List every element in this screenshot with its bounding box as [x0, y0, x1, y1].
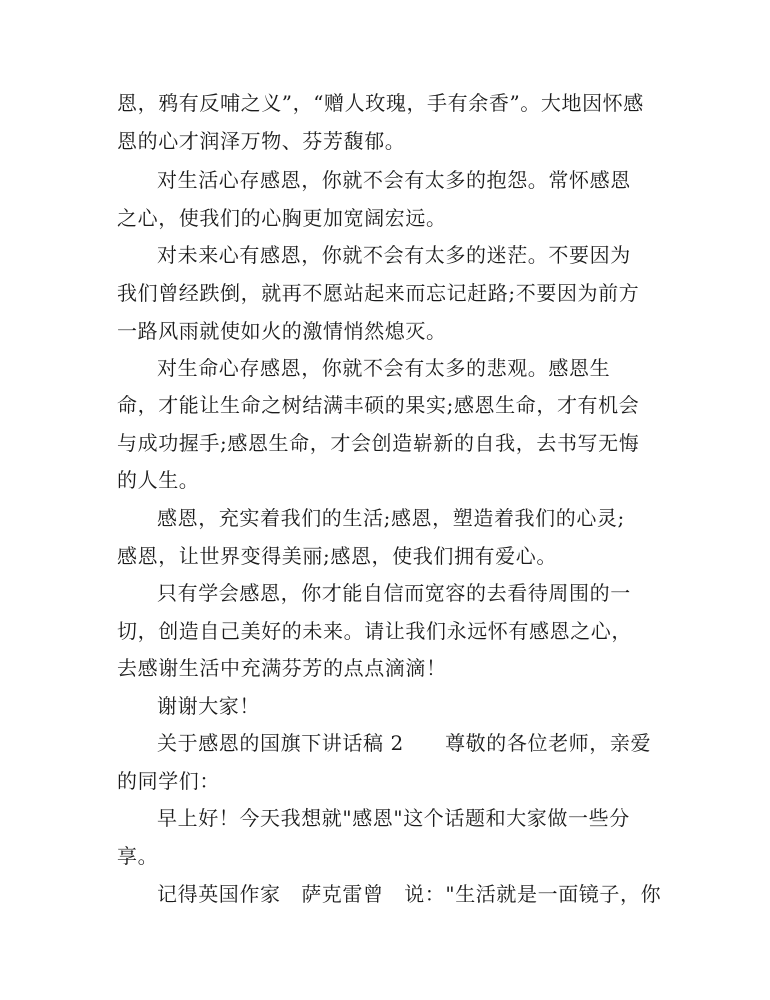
text-line: 我们曾经跌倒，就再不愿站起来而忘记赶路;不要因为前方 — [117, 281, 640, 305]
paragraph-start: 对生命心存感恩，你就不会有太多的悲观。感恩生 — [157, 356, 611, 380]
paragraph-start: 谢谢大家！ — [157, 694, 260, 718]
paragraph-start: 早上好！今天我想就"感恩"这个话题和大家做一些分 — [157, 806, 630, 830]
text-line: 恩，鸦有反哺之义”，“赠人玫瑰，手有余香”。大地因怀感 — [117, 91, 644, 115]
text-line: 的人生。 — [117, 468, 200, 492]
text-line: 切，创造自己美好的未来。请让我们永远怀有感恩之心， — [117, 619, 632, 643]
paragraph-start: 对未来心有感恩，你就不会有太多的迷茫。不要因为 — [157, 243, 631, 267]
text-line: 恩的心才润泽万物、芬芳馥郁。 — [117, 129, 406, 153]
paragraph-start: 对生活心存感恩，你就不会有太多的抱怨。常怀感恩 — [157, 168, 631, 192]
text-line: 与成功握手;感恩生命，才会创造崭新的自我，去书写无悔 — [117, 431, 640, 455]
paragraph-start: 记得英国作家 萨克雷曾 说："生活就是一面镜子，你 — [157, 882, 662, 906]
section-heading: 关于感恩的国旗下讲话稿 2 尊敬的各位老师，亲爱 — [157, 731, 652, 755]
text-line: 之心，使我们的心胸更加宽阔宏远。 — [117, 206, 447, 230]
paragraph-start: 只有学会感恩，你才能自信而宽容的去看待周围的一 — [157, 581, 631, 605]
text-line: 命，才能让生命之树结满丰硕的果实;感恩生命，才有机会 — [117, 393, 640, 417]
text-line: 去感谢生活中充满芬芳的点点滴滴！ — [117, 656, 447, 680]
text-line: 的同学们： — [117, 769, 220, 793]
text-line: 享。 — [117, 844, 159, 868]
text-line: 感恩，让世界变得美丽;感恩，使我们拥有爱心。 — [117, 544, 557, 568]
paragraph-start: 感恩，充实着我们的生活;感恩，塑造着我们的心灵; — [157, 506, 625, 530]
text-line: 一路风雨就使如火的激情悄然熄灭。 — [117, 319, 447, 343]
